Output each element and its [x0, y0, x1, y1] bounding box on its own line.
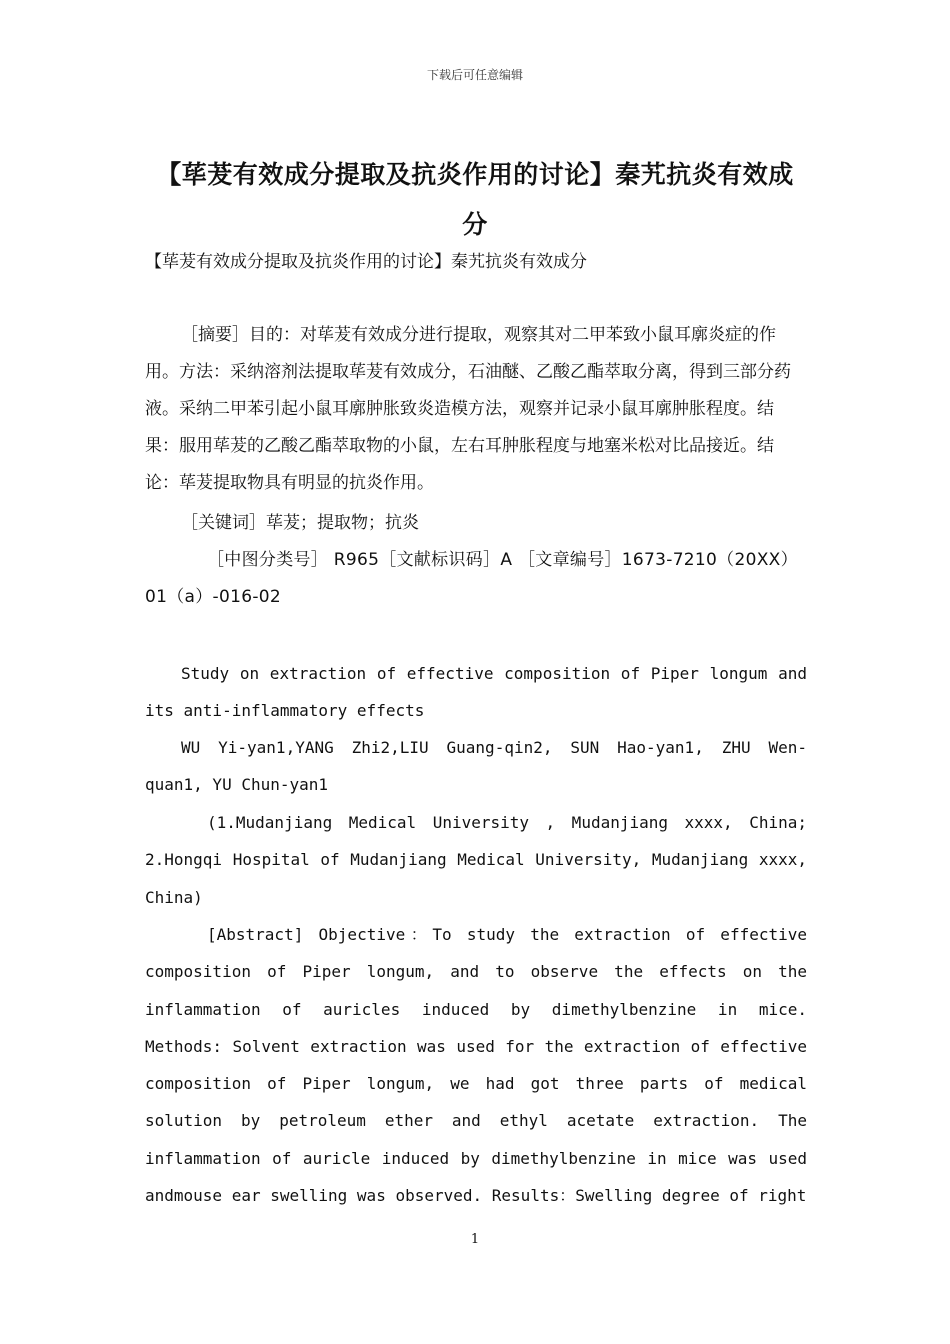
abstract-en: [Abstract] Objective：To study the extraction of effective composition of Piper longum, and to observe the effects on the inflammation of auricles induced by dimethylbenzine in mice. Methods: Solvent extraction was used for the extraction of effective composition of Piper longum, we had got three parts of medical solution by petroleum ether and ethyl acetate extraction. The inflammation of auricle induced by dimethylbenzine in mice was used andmouse ear swelling was observed. Results：Swelling degree of right: [145, 925, 807, 1206]
title-line-1: 【荜茇有效成分提取及抗炎作用的讨论】秦艽抗炎有效成: [156, 160, 794, 189]
header-note: 下载后可任意编辑: [426, 68, 523, 82]
keywords: ［关键词］荜茇；提取物；抗炎: [181, 513, 419, 533]
abstract-cn: ［摘要］目的：对荜茇有效成分进行提取，观察其对二甲苯致小鼠耳廓炎症的作用。方法：采纳溶剂法提取荜茇有效成分，石油醚、乙酸乙酯萃取分离，得到三部分药液。采纳二甲苯引起小鼠耳廓肿胀致炎造模方法，观察并记录小鼠耳廓肿胀程度。结果：服用荜茇的乙酸乙酯萃取物的小鼠，左右耳肿胀程度与地塞米松对比品接近。结论：荜茇提取物具有明显的抗炎作用。: [145, 325, 791, 493]
title-line-2: 分: [462, 210, 488, 239]
subtitle: 【荜茇有效成分提取及抗炎作用的讨论】秦艽抗炎有效成分: [145, 252, 587, 272]
authors: WU Yi-yan1,YANG Zhi2,LIU Guang-qin2, SUN Hao-yan1, ZHU Wen-quan1, YU Chun-yan1: [145, 738, 807, 795]
page-number: 1: [470, 1232, 480, 1247]
affiliations: (1.Mudanjiang Medical University , Mudanjiang xxxx, China; 2.Hongqi Hospital of Mudanjiang Medical University, Mudanjiang xxxx, China): [145, 813, 807, 907]
page-title: [140, 150, 810, 250]
english-title: Study on extraction of effective composition of Piper longum and its anti-inflammatory effects: [145, 664, 807, 721]
classification-codes: ［中图分类号］ R965［文献标识码］A ［文章编号］1673-7210（20XX）01（a）-016-02: [145, 550, 798, 607]
